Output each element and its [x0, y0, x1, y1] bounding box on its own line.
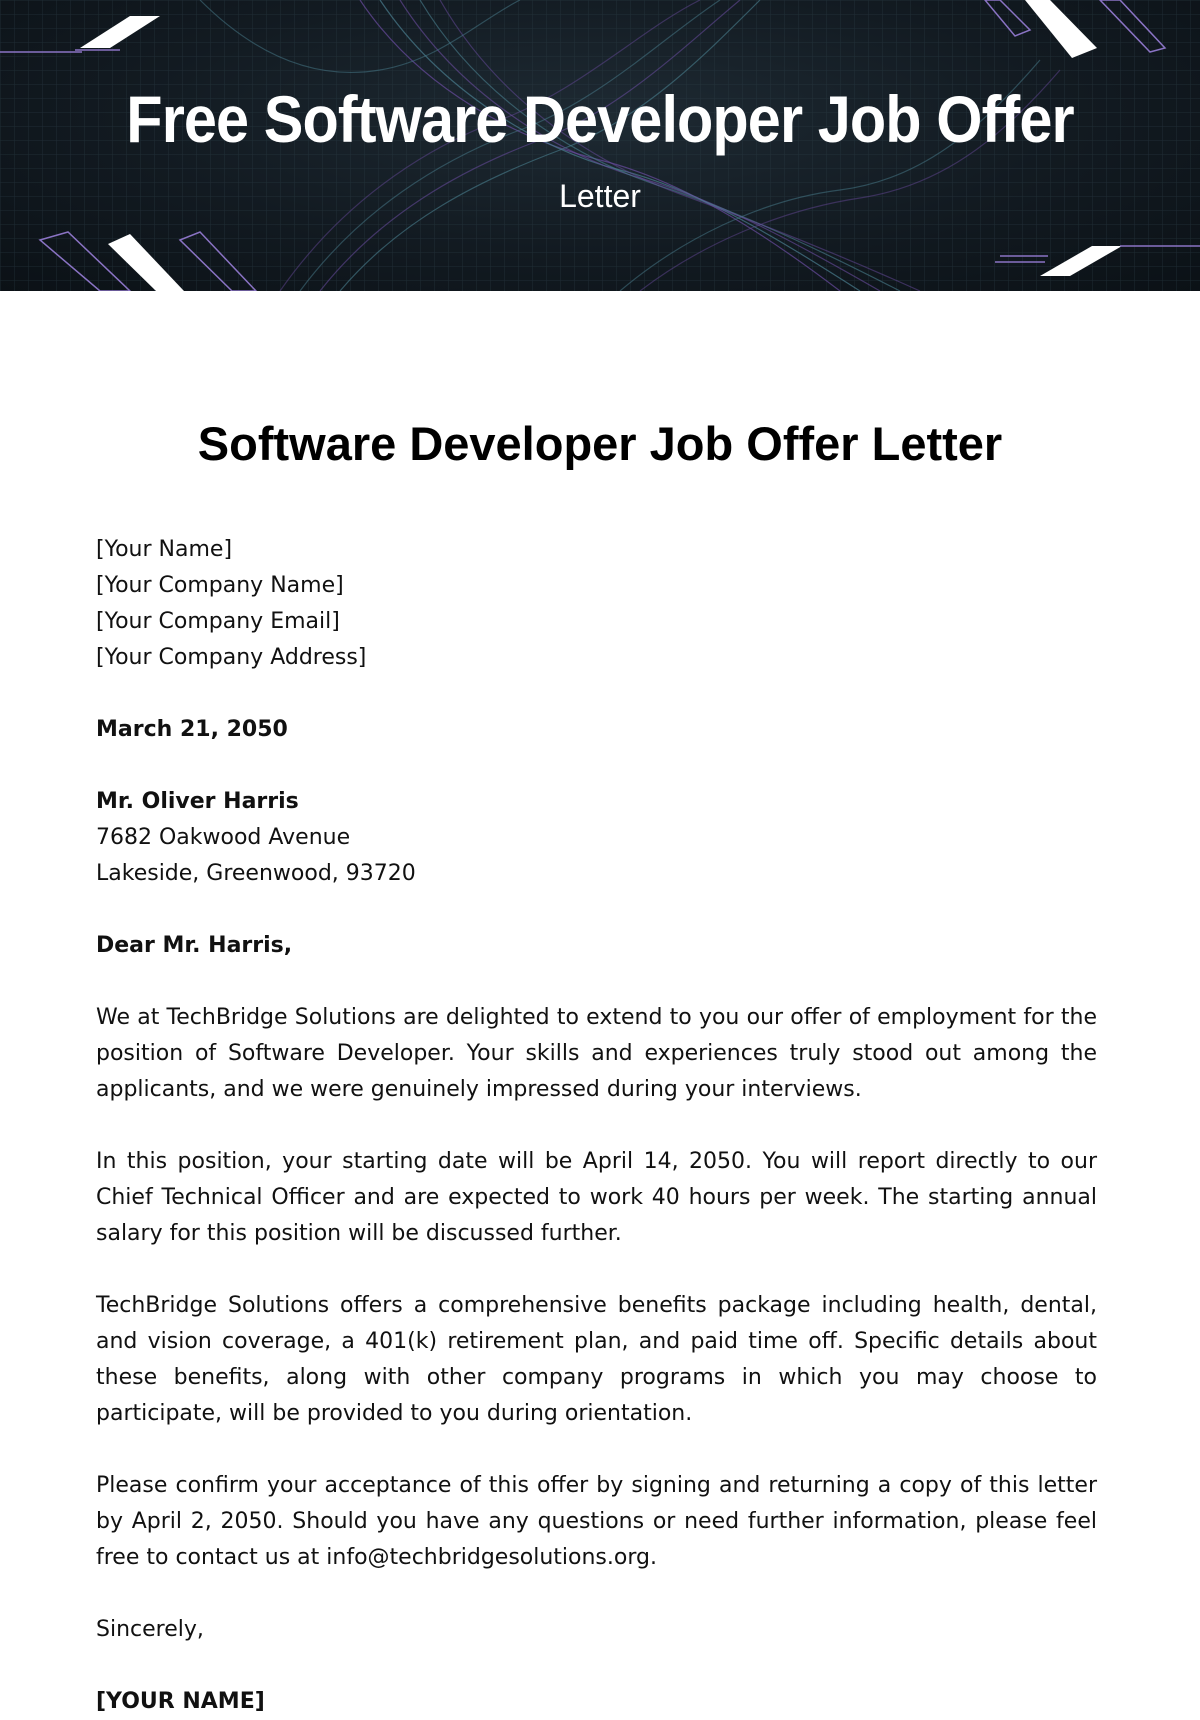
closing: Sincerely, — [96, 1617, 204, 1642]
paragraph-acceptance: Please confirm your acceptance of this offer by signing and returning a copy of this letter by April 2, 2050. Should you have any questions or need further information, please feel free to contact us at info@techbridgesolutions.org. — [96, 1473, 1097, 1570]
letter-body — [96, 532, 1097, 1720]
banner-title: Free Software Developer Job Offer — [126, 82, 1074, 156]
paragraph-position-details: In this position, your starting date will be April 14, 2050. You will report directly to our Chief Technical Officer and are expected to work 40 hours per week. The starting annual salary for this position will be discussed further. — [96, 1149, 1097, 1246]
document-title: Software Developer Job Offer Letter — [197, 417, 1003, 470]
sender-company: [Your Company Name] — [96, 573, 344, 598]
banner-subtitle: Letter — [559, 178, 641, 214]
paragraph-offer: We at TechBridge Solutions are delighted to extend to you our offer of employment for the position of Software Developer. Your skills and experiences truly stood out among the applicants, and we were genuinely impressed during your interviews. — [96, 1005, 1097, 1102]
header-banner — [0, 0, 1200, 291]
sender-address: [Your Company Address] — [96, 645, 367, 670]
sender-name: [Your Name] — [96, 537, 233, 562]
salutation: Dear Mr. Harris, — [96, 933, 293, 958]
recipient-name: Mr. Oliver Harris — [96, 789, 299, 814]
recipient-city: Lakeside, Greenwood, 93720 — [96, 861, 416, 886]
signature-name: [YOUR NAME] — [96, 1689, 265, 1714]
letter-date: March 21, 2050 — [96, 717, 288, 742]
recipient-street: 7682 Oakwood Avenue — [96, 825, 351, 850]
sender-email: [Your Company Email] — [96, 609, 340, 634]
paragraph-benefits: TechBridge Solutions offers a comprehensive benefits package including health, dental, and vision coverage, a 401(k) retirement plan, and paid time off. Specific details about these benefits, along with other company programs in which you may choose to participate, will be provided to you during orientation. — [96, 1293, 1097, 1426]
